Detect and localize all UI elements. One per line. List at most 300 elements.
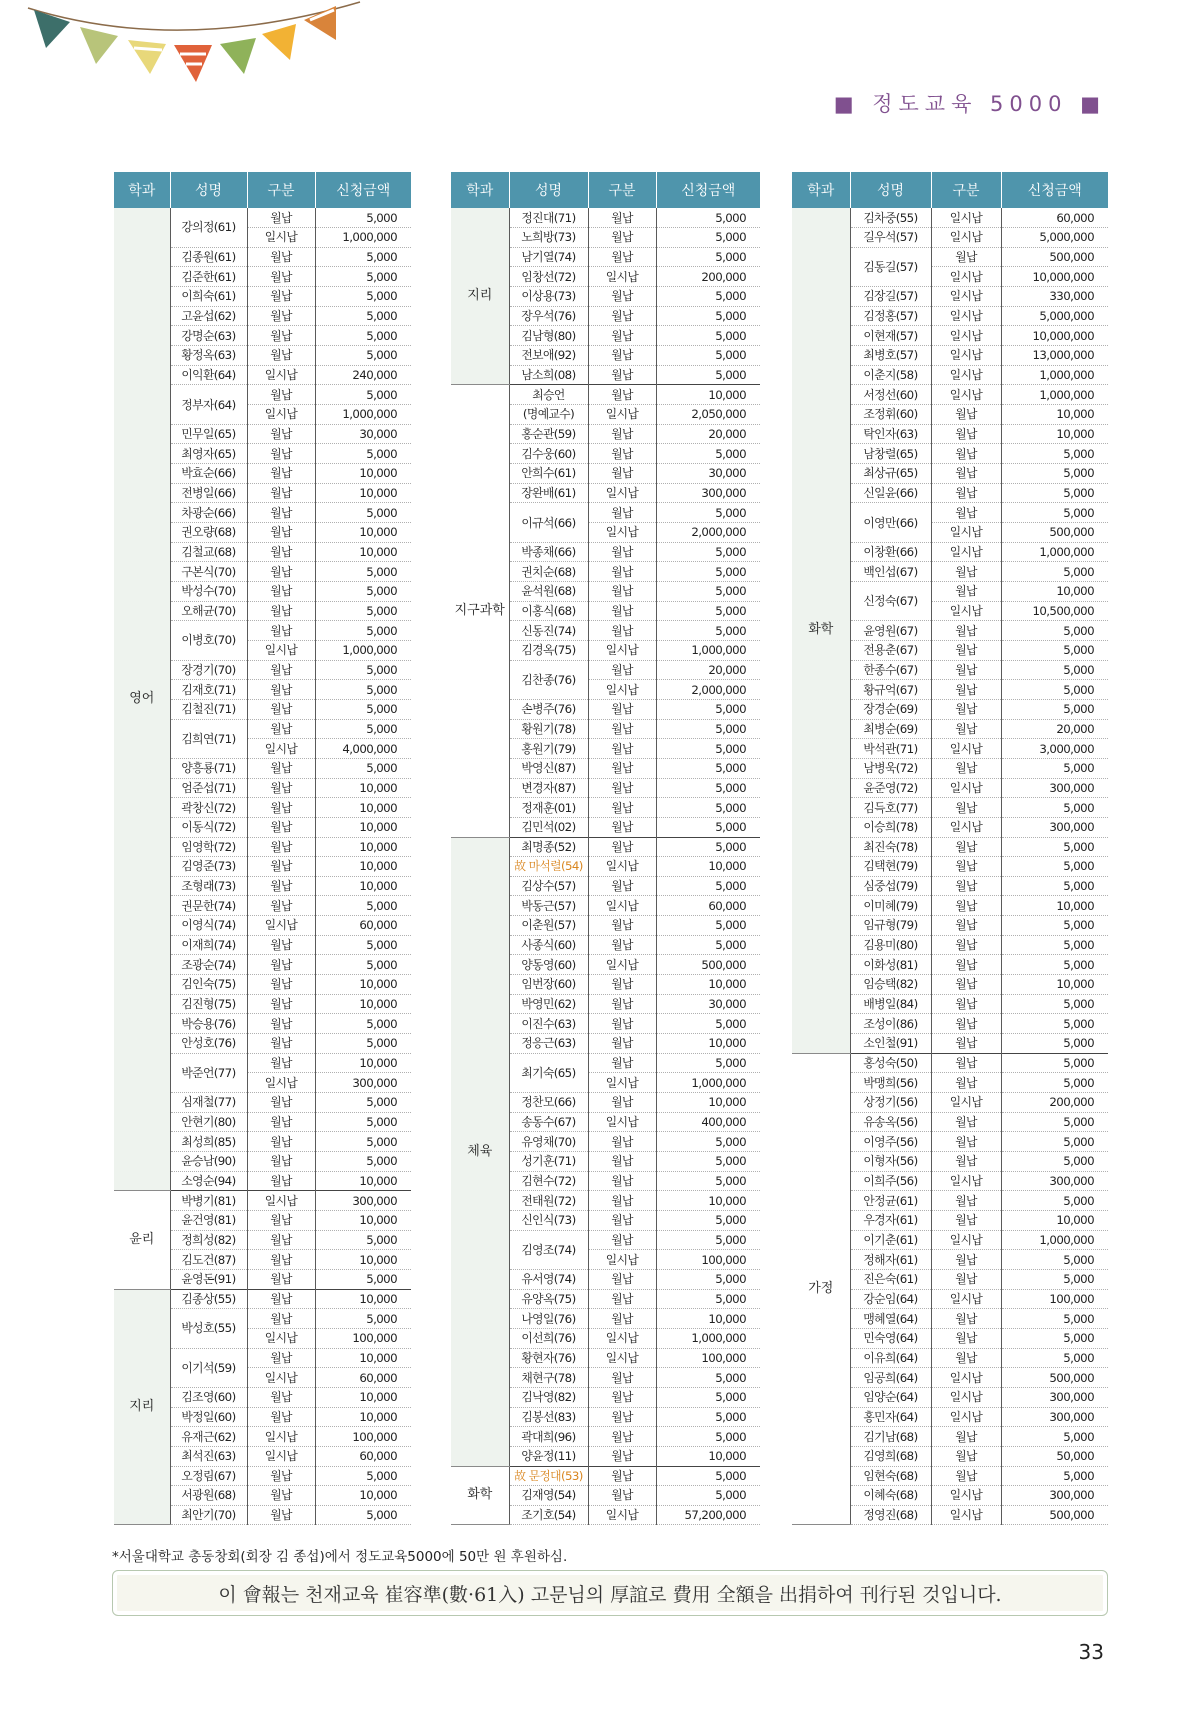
amount-cell: 500,000 bbox=[656, 955, 760, 975]
amount-cell: 5,000 bbox=[656, 739, 760, 759]
payment-type-cell: 월납 bbox=[931, 1446, 1001, 1466]
amount-cell: 5,000 bbox=[656, 1014, 760, 1034]
payment-type-cell: 일시납 bbox=[931, 228, 1001, 248]
amount-cell: 10,000 bbox=[315, 1289, 411, 1309]
name-cell: 성기훈(71) bbox=[509, 1152, 588, 1172]
name-cell: 백인섭(67) bbox=[850, 562, 931, 582]
payment-type-cell: 월납 bbox=[588, 1210, 656, 1230]
payment-type-cell: 월납 bbox=[588, 1486, 656, 1506]
name-cell: 이춘지(58) bbox=[850, 365, 931, 385]
name-cell: 윤건영(81) bbox=[170, 1210, 247, 1230]
payment-type-cell: 월납 bbox=[247, 837, 315, 857]
name-cell: 정재훈(01) bbox=[509, 798, 588, 818]
amount-cell: 10,000 bbox=[315, 778, 411, 798]
payment-type-cell: 월납 bbox=[931, 1073, 1001, 1093]
name-cell: 조형래(73) bbox=[170, 876, 247, 896]
amount-cell: 5,000 bbox=[315, 1112, 411, 1132]
amount-cell: 5,000 bbox=[1001, 1152, 1108, 1172]
payment-type-cell: 월납 bbox=[247, 1171, 315, 1191]
amount-cell: 10,000 bbox=[315, 483, 411, 503]
name-cell: 이창환(66) bbox=[850, 542, 931, 562]
name-cell: 임영학(72) bbox=[170, 837, 247, 857]
name-cell: 맹혜열(64) bbox=[850, 1309, 931, 1329]
name-cell: 이희주(56) bbox=[850, 1171, 931, 1191]
amount-cell: 10,000 bbox=[1001, 581, 1108, 601]
table-row bbox=[451, 385, 760, 405]
payment-type-cell: 일시납 bbox=[247, 1427, 315, 1447]
payment-type-cell: 월납 bbox=[931, 1132, 1001, 1152]
table-row bbox=[792, 1053, 1108, 1073]
payment-type-cell: 일시납 bbox=[931, 1368, 1001, 1388]
name-cell: 이영주(56) bbox=[850, 1132, 931, 1152]
name-cell: 이형자(56) bbox=[850, 1152, 931, 1172]
payment-type-cell: 월납 bbox=[247, 975, 315, 995]
payment-type-cell: 월납 bbox=[931, 1328, 1001, 1348]
name-cell: 임양순(64) bbox=[850, 1387, 931, 1407]
name-cell: 이홍식(68) bbox=[509, 601, 588, 621]
amount-cell: 5,000 bbox=[1001, 1269, 1108, 1289]
amount-cell: 5,000 bbox=[315, 719, 411, 739]
amount-cell: 300,000 bbox=[1001, 817, 1108, 837]
amount-cell: 5,000 bbox=[315, 1505, 411, 1525]
name-cell: 박병기(81) bbox=[170, 1191, 247, 1211]
name-cell: 권오량(68) bbox=[170, 523, 247, 543]
amount-cell: 400,000 bbox=[656, 1112, 760, 1132]
payment-type-cell: 월납 bbox=[931, 464, 1001, 484]
amount-cell: 10,000 bbox=[315, 542, 411, 562]
payment-type-cell: 일시납 bbox=[931, 1171, 1001, 1191]
amount-cell: 5,000 bbox=[1001, 699, 1108, 719]
dept-cell: 지리 bbox=[114, 1289, 170, 1525]
name-cell: 임번장(60) bbox=[509, 975, 588, 995]
payment-type-cell: 월납 bbox=[588, 503, 656, 523]
payment-type-cell: 월납 bbox=[931, 1250, 1001, 1270]
amount-cell: 10,000 bbox=[315, 1348, 411, 1368]
amount-cell: 5,000,000 bbox=[1001, 228, 1108, 248]
name-cell: 김동길(57) bbox=[850, 247, 931, 286]
payment-type-cell: 월납 bbox=[588, 1368, 656, 1388]
amount-cell: 1,000,000 bbox=[1001, 1230, 1108, 1250]
name-cell: 정해자(61) bbox=[850, 1250, 931, 1270]
name-cell: 권치순(68) bbox=[509, 562, 588, 582]
payment-type-cell: 일시납 bbox=[588, 680, 656, 700]
name-cell: 김희연(71) bbox=[170, 719, 247, 758]
amount-cell: 10,000 bbox=[1001, 424, 1108, 444]
table-row bbox=[451, 1466, 760, 1486]
name-cell: 김영희(68) bbox=[850, 1446, 931, 1466]
name-cell: 진은숙(61) bbox=[850, 1269, 931, 1289]
name-cell: 홍민자(64) bbox=[850, 1407, 931, 1427]
name-cell: 박성호(55) bbox=[170, 1309, 247, 1348]
name-cell: 곽창신(72) bbox=[170, 798, 247, 818]
name-cell: 故 마석렬(54) bbox=[509, 857, 588, 877]
payment-type-cell: 일시납 bbox=[588, 405, 656, 425]
amount-cell: 5,000 bbox=[656, 621, 760, 641]
name-cell: 심재철(77) bbox=[170, 1093, 247, 1113]
name-cell: 최기숙(65) bbox=[509, 1053, 588, 1092]
name-cell: 김도건(87) bbox=[170, 1250, 247, 1270]
amount-cell: 5,000 bbox=[656, 1289, 760, 1309]
name-cell: 김민석(02) bbox=[509, 817, 588, 837]
name-cell: 강순임(64) bbox=[850, 1289, 931, 1309]
payment-type-cell: 월납 bbox=[247, 1348, 315, 1368]
payment-type-cell: 일시납 bbox=[588, 1073, 656, 1093]
payment-type-cell: 월납 bbox=[588, 660, 656, 680]
name-cell: 이규석(66) bbox=[509, 503, 588, 542]
amount-cell: 5,000 bbox=[315, 1093, 411, 1113]
amount-cell: 240,000 bbox=[315, 365, 411, 385]
payment-type-cell: 월납 bbox=[247, 660, 315, 680]
column-header: 신청금액 bbox=[1001, 172, 1108, 208]
payment-type-cell: 월납 bbox=[247, 699, 315, 719]
payment-type-cell: 월납 bbox=[588, 444, 656, 464]
name-cell: 임현숙(68) bbox=[850, 1466, 931, 1486]
amount-cell: 5,000 bbox=[1001, 1034, 1108, 1054]
payment-type-cell: 일시납 bbox=[931, 365, 1001, 385]
amount-cell: 5,000 bbox=[1001, 444, 1108, 464]
payment-type-cell: 월납 bbox=[247, 444, 315, 464]
table-row bbox=[114, 208, 411, 228]
payment-type-cell: 월납 bbox=[247, 385, 315, 405]
name-cell: 이동식(72) bbox=[170, 817, 247, 837]
payment-type-cell: 월납 bbox=[931, 896, 1001, 916]
name-cell: 양흥룡(71) bbox=[170, 758, 247, 778]
payment-type-cell: 일시납 bbox=[588, 1112, 656, 1132]
donor-table-2 bbox=[451, 172, 760, 1525]
name-cell: 소영순(94) bbox=[170, 1171, 247, 1191]
amount-cell: 60,000 bbox=[315, 1368, 411, 1388]
column-header: 학과 bbox=[792, 172, 850, 208]
amount-cell: 5,000 bbox=[656, 581, 760, 601]
name-cell: 사종식(60) bbox=[509, 935, 588, 955]
payment-type-cell: 월납 bbox=[247, 1505, 315, 1525]
payment-type-cell: 월납 bbox=[588, 1269, 656, 1289]
name-cell: 김영조(74) bbox=[509, 1230, 588, 1269]
sponsor-banner bbox=[112, 1570, 1108, 1616]
column-header: 신청금액 bbox=[315, 172, 411, 208]
payment-type-cell: 월납 bbox=[588, 1132, 656, 1152]
amount-cell: 2,000,000 bbox=[656, 523, 760, 543]
amount-cell: 5,000 bbox=[1001, 876, 1108, 896]
amount-cell: 10,000 bbox=[1001, 405, 1108, 425]
name-cell: 김영준(73) bbox=[170, 857, 247, 877]
payment-type-cell: 월납 bbox=[931, 837, 1001, 857]
payment-type-cell: 월납 bbox=[931, 1191, 1001, 1211]
amount-cell: 5,000 bbox=[656, 817, 760, 837]
amount-cell: 10,000 bbox=[656, 975, 760, 995]
amount-cell: 10,000 bbox=[315, 1053, 411, 1073]
payment-type-cell: 월납 bbox=[247, 1053, 315, 1073]
amount-cell: 1,000,000 bbox=[1001, 365, 1108, 385]
payment-type-cell: 월납 bbox=[247, 1210, 315, 1230]
payment-type-cell: 월납 bbox=[588, 1152, 656, 1172]
name-cell: 임창선(72) bbox=[509, 267, 588, 287]
dept-cell: 지리 bbox=[451, 208, 509, 385]
payment-type-cell: 월납 bbox=[247, 306, 315, 326]
amount-cell: 5,000 bbox=[656, 1407, 760, 1427]
amount-cell: 5,000 bbox=[1001, 1112, 1108, 1132]
payment-type-cell: 월납 bbox=[931, 660, 1001, 680]
name-cell: 박승용(76) bbox=[170, 1014, 247, 1034]
payment-type-cell: 월납 bbox=[247, 523, 315, 543]
amount-cell: 5,000 bbox=[656, 542, 760, 562]
amount-cell: 5,000 bbox=[656, 798, 760, 818]
amount-cell: 5,000 bbox=[656, 699, 760, 719]
name-cell: 탁인자(63) bbox=[850, 424, 931, 444]
amount-cell: 5,000 bbox=[656, 1368, 760, 1388]
payment-type-cell: 월납 bbox=[247, 287, 315, 307]
payment-type-cell: 월납 bbox=[931, 405, 1001, 425]
payment-type-cell: 월납 bbox=[588, 1191, 656, 1211]
name-cell: 서광원(68) bbox=[170, 1486, 247, 1506]
payment-type-cell: 월납 bbox=[247, 424, 315, 444]
payment-type-cell: 월납 bbox=[588, 424, 656, 444]
payment-type-cell: 일시납 bbox=[247, 739, 315, 759]
name-cell: 최석진(63) bbox=[170, 1446, 247, 1466]
amount-cell: 10,000 bbox=[315, 1387, 411, 1407]
payment-type-cell: 월납 bbox=[247, 326, 315, 346]
payment-type-cell: 월납 bbox=[588, 739, 656, 759]
dept-cell: 지구과학 bbox=[451, 385, 509, 837]
amount-cell: 10,000 bbox=[656, 1093, 760, 1113]
payment-type-cell: 월납 bbox=[247, 1387, 315, 1407]
amount-cell: 5,000 bbox=[656, 719, 760, 739]
payment-type-cell: 월납 bbox=[588, 228, 656, 248]
payment-type-cell: 월납 bbox=[931, 1053, 1001, 1073]
payment-type-cell: 월납 bbox=[931, 1269, 1001, 1289]
donor-table-3 bbox=[792, 172, 1108, 1525]
name-cell: 김택현(79) bbox=[850, 857, 931, 877]
payment-type-cell: 월납 bbox=[247, 1112, 315, 1132]
amount-cell: 5,000 bbox=[315, 699, 411, 719]
payment-type-cell: 월납 bbox=[931, 640, 1001, 660]
name-cell: 유영채(70) bbox=[509, 1132, 588, 1152]
amount-cell: 10,000 bbox=[315, 817, 411, 837]
amount-cell: 5,000 bbox=[315, 247, 411, 267]
amount-cell: 5,000 bbox=[1001, 1466, 1108, 1486]
name-cell: 전병일(66) bbox=[170, 483, 247, 503]
amount-cell: 5,000 bbox=[1001, 994, 1108, 1014]
payment-type-cell: 월납 bbox=[247, 778, 315, 798]
amount-cell: 10,000 bbox=[315, 994, 411, 1014]
payment-type-cell: 월납 bbox=[931, 1466, 1001, 1486]
payment-type-cell: 일시납 bbox=[588, 483, 656, 503]
dept-cell: 가정 bbox=[792, 1053, 850, 1525]
payment-type-cell: 일시납 bbox=[247, 1446, 315, 1466]
name-cell: 김남형(80) bbox=[509, 326, 588, 346]
amount-cell: 5,000 bbox=[656, 503, 760, 523]
payment-type-cell: 일시납 bbox=[247, 405, 315, 425]
amount-cell: 5,000 bbox=[315, 955, 411, 975]
payment-type-cell: 월납 bbox=[931, 503, 1001, 523]
name-cell: 조성이(86) bbox=[850, 1014, 931, 1034]
amount-cell: 3,000,000 bbox=[1001, 739, 1108, 759]
payment-type-cell: 월납 bbox=[588, 346, 656, 366]
name-cell: 이희숙(61) bbox=[170, 287, 247, 307]
payment-type-cell: 월납 bbox=[931, 1427, 1001, 1447]
payment-type-cell: 일시납 bbox=[931, 1387, 1001, 1407]
payment-type-cell: 월납 bbox=[247, 1230, 315, 1250]
name-cell: 최안기(70) bbox=[170, 1505, 247, 1525]
payment-type-cell: 일시납 bbox=[588, 267, 656, 287]
column-header: 학과 bbox=[451, 172, 509, 208]
name-cell: 신인식(73) bbox=[509, 1210, 588, 1230]
name-cell: 안정균(61) bbox=[850, 1191, 931, 1211]
payment-type-cell: 월납 bbox=[931, 699, 1001, 719]
payment-type-cell: 월납 bbox=[588, 326, 656, 346]
payment-type-cell: 월납 bbox=[588, 1230, 656, 1250]
amount-cell: 5,000 bbox=[1001, 1014, 1108, 1034]
name-cell: 윤준영(72) bbox=[850, 778, 931, 798]
amount-cell: 5,000 bbox=[315, 1132, 411, 1152]
payment-type-cell: 월납 bbox=[931, 916, 1001, 936]
payment-type-cell: 월납 bbox=[588, 719, 656, 739]
payment-type-cell: 일시납 bbox=[247, 916, 315, 936]
name-cell: 박종채(66) bbox=[509, 542, 588, 562]
name-cell: 남소희(08) bbox=[509, 365, 588, 385]
amount-cell: 30,000 bbox=[315, 424, 411, 444]
name-cell: 신일윤(66) bbox=[850, 483, 931, 503]
amount-cell: 5,000 bbox=[1001, 1348, 1108, 1368]
amount-cell: 100,000 bbox=[315, 1328, 411, 1348]
name-cell: 엄준섭(71) bbox=[170, 778, 247, 798]
name-cell: 변경자(87) bbox=[509, 778, 588, 798]
table-row bbox=[451, 837, 760, 857]
amount-cell: 330,000 bbox=[1001, 287, 1108, 307]
payment-type-cell: 일시납 bbox=[931, 601, 1001, 621]
name-cell: 한종수(67) bbox=[850, 660, 931, 680]
amount-cell: 10,000 bbox=[315, 1486, 411, 1506]
payment-type-cell: 월납 bbox=[247, 1269, 315, 1289]
amount-cell: 100,000 bbox=[315, 1427, 411, 1447]
name-cell: 김인숙(75) bbox=[170, 975, 247, 995]
name-cell: 박영민(62) bbox=[509, 994, 588, 1014]
amount-cell: 1,000,000 bbox=[656, 1073, 760, 1093]
amount-cell: 10,000 bbox=[315, 857, 411, 877]
name-cell: 정희성(82) bbox=[170, 1230, 247, 1250]
amount-cell: 5,000 bbox=[1001, 1427, 1108, 1447]
column-header: 성명 bbox=[509, 172, 588, 208]
name-cell: 홍순관(59) bbox=[509, 424, 588, 444]
table-row bbox=[114, 1289, 411, 1309]
name-cell: 권문한(74) bbox=[170, 896, 247, 916]
name-cell: 이영식(74) bbox=[170, 916, 247, 936]
amount-cell: 5,000 bbox=[315, 1034, 411, 1054]
amount-cell: 5,000 bbox=[1001, 1191, 1108, 1211]
amount-cell: 5,000 bbox=[656, 306, 760, 326]
payment-type-cell: 월납 bbox=[931, 955, 1001, 975]
payment-type-cell: 월납 bbox=[588, 1014, 656, 1034]
amount-cell: 300,000 bbox=[315, 1191, 411, 1211]
name-cell: 이미혜(79) bbox=[850, 896, 931, 916]
amount-cell: 60,000 bbox=[656, 896, 760, 916]
amount-cell: 5,000 bbox=[656, 935, 760, 955]
amount-cell: 30,000 bbox=[656, 994, 760, 1014]
payment-type-cell: 일시납 bbox=[247, 228, 315, 248]
payment-type-cell: 월납 bbox=[931, 1210, 1001, 1230]
name-cell: 오정림(67) bbox=[170, 1466, 247, 1486]
amount-cell: 5,000 bbox=[315, 326, 411, 346]
payment-type-cell: 월납 bbox=[588, 464, 656, 484]
name-cell: 김조영(60) bbox=[170, 1387, 247, 1407]
table-header-row bbox=[114, 172, 411, 208]
name-cell: 임공희(64) bbox=[850, 1368, 931, 1388]
amount-cell: 5,000 bbox=[1001, 562, 1108, 582]
amount-cell: 100,000 bbox=[656, 1348, 760, 1368]
name-cell: 남창렬(65) bbox=[850, 444, 931, 464]
amount-cell: 5,000 bbox=[656, 876, 760, 896]
name-cell: 김봉선(83) bbox=[509, 1407, 588, 1427]
name-cell: 정영진(68) bbox=[850, 1505, 931, 1525]
payment-type-cell: 월납 bbox=[247, 955, 315, 975]
payment-type-cell: 월납 bbox=[588, 935, 656, 955]
payment-type-cell: 일시납 bbox=[931, 817, 1001, 837]
payment-type-cell: 월납 bbox=[247, 542, 315, 562]
amount-cell: 10,000 bbox=[656, 1446, 760, 1466]
payment-type-cell: 월납 bbox=[247, 1014, 315, 1034]
payment-type-cell: 월납 bbox=[588, 365, 656, 385]
name-cell: 최승언 bbox=[509, 385, 588, 405]
amount-cell: 5,000 bbox=[1001, 1328, 1108, 1348]
amount-cell: 5,000 bbox=[315, 346, 411, 366]
name-cell: 유양옥(75) bbox=[509, 1289, 588, 1309]
name-cell: 김득호(77) bbox=[850, 798, 931, 818]
banner-text: 이 會報는 천재교육 崔容準(數·61入) 고문님의 厚誼로 費用 全額을 出捐하여 刊行된 것입니다. bbox=[218, 1583, 1002, 1606]
payment-type-cell: 월납 bbox=[247, 1407, 315, 1427]
payment-type-cell: 월납 bbox=[247, 1466, 315, 1486]
payment-type-cell: 월납 bbox=[588, 1309, 656, 1329]
amount-cell: 5,000 bbox=[315, 1014, 411, 1034]
payment-type-cell: 일시납 bbox=[247, 640, 315, 660]
name-cell: 안성호(76) bbox=[170, 1034, 247, 1054]
name-cell: 최병순(69) bbox=[850, 719, 931, 739]
amount-cell: 5,000 bbox=[315, 503, 411, 523]
amount-cell: 5,000 bbox=[1001, 640, 1108, 660]
amount-cell: 5,000 bbox=[315, 581, 411, 601]
amount-cell: 30,000 bbox=[656, 464, 760, 484]
amount-cell: 5,000 bbox=[315, 287, 411, 307]
name-cell: 서정선(60) bbox=[850, 385, 931, 405]
name-cell: 정진대(71) bbox=[509, 208, 588, 228]
amount-cell: 10,000 bbox=[315, 523, 411, 543]
payment-type-cell: 월납 bbox=[588, 778, 656, 798]
table-row bbox=[114, 1191, 411, 1211]
amount-cell: 50,000 bbox=[1001, 1446, 1108, 1466]
payment-type-cell: 월납 bbox=[247, 1486, 315, 1506]
amount-cell: 5,000 bbox=[656, 1269, 760, 1289]
name-cell: 홍성숙(50) bbox=[850, 1053, 931, 1073]
amount-cell: 5,000 bbox=[656, 916, 760, 936]
name-cell: 박정일(60) bbox=[170, 1407, 247, 1427]
dept-cell: 화학 bbox=[451, 1466, 509, 1525]
name-cell: 조광순(74) bbox=[170, 955, 247, 975]
payment-type-cell: 일시납 bbox=[588, 1348, 656, 1368]
payment-type-cell: 월납 bbox=[247, 464, 315, 484]
column-header: 성명 bbox=[850, 172, 931, 208]
amount-cell: 5,000 bbox=[1001, 935, 1108, 955]
name-cell: 강의정(61) bbox=[170, 208, 247, 247]
amount-cell: 10,000 bbox=[315, 1210, 411, 1230]
payment-type-cell: 월납 bbox=[247, 1132, 315, 1152]
payment-type-cell: 월납 bbox=[931, 562, 1001, 582]
payment-type-cell: 월납 bbox=[588, 581, 656, 601]
name-cell: 소인철(91) bbox=[850, 1034, 931, 1054]
payment-type-cell: 월납 bbox=[588, 876, 656, 896]
name-cell: 이영만(66) bbox=[850, 503, 931, 542]
name-cell: 조정휘(60) bbox=[850, 405, 931, 425]
name-cell: 김철진(71) bbox=[170, 699, 247, 719]
payment-type-cell: 월납 bbox=[588, 837, 656, 857]
